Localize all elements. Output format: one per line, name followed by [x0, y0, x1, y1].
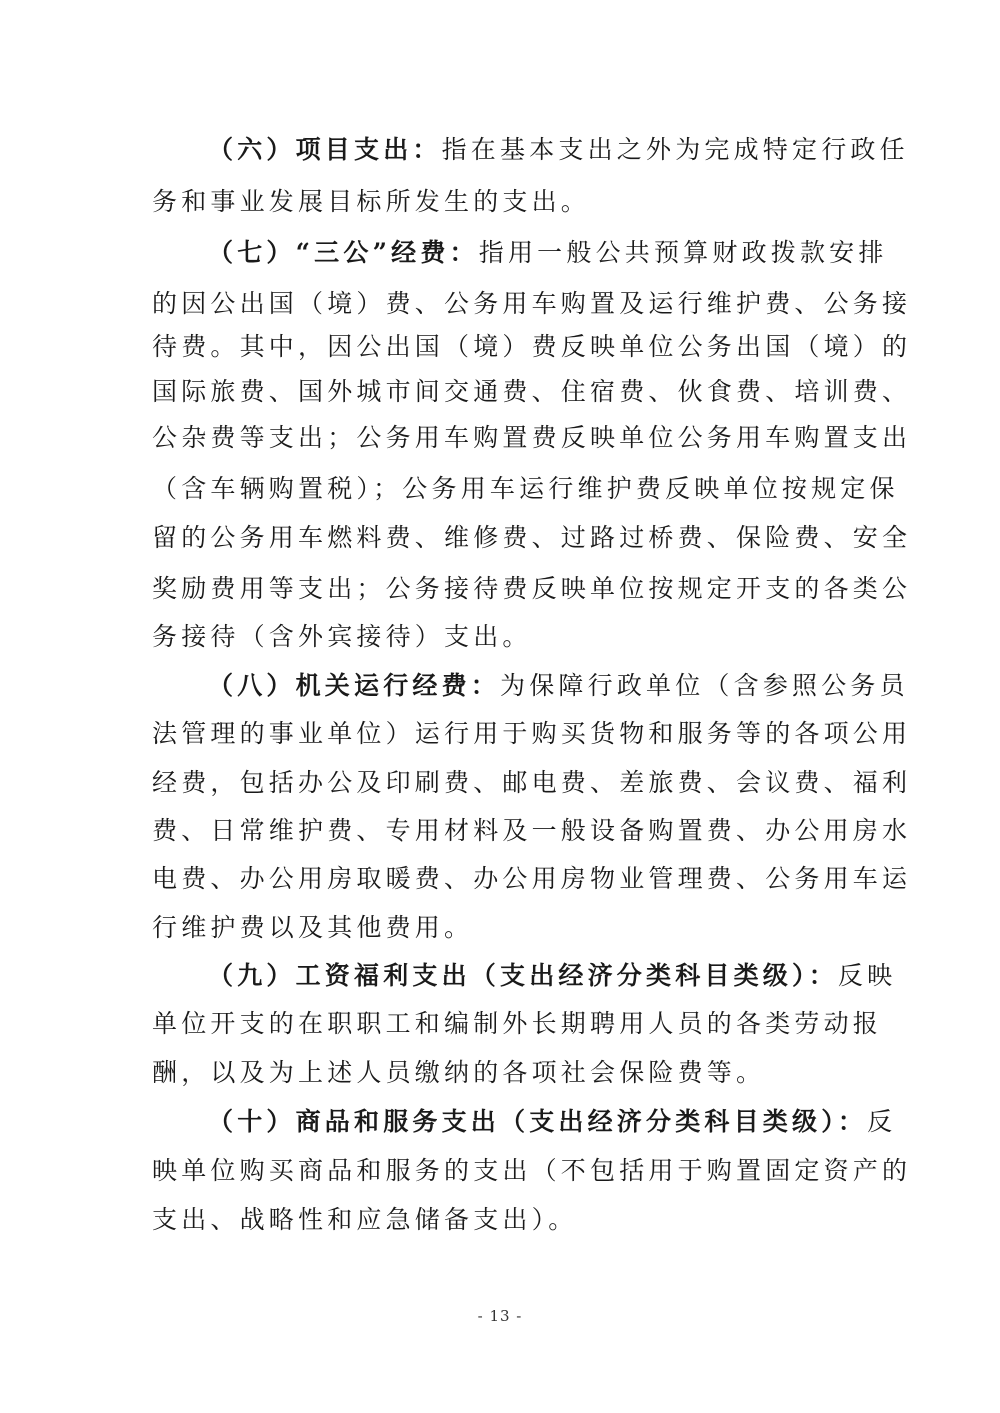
- paragraph-text: 反: [867, 1107, 897, 1136]
- paragraph-line: 务接待（含外宾接待）支出。: [152, 622, 532, 651]
- paragraph-line: 的因公出国（境）费、公务用车购置及运行维护费、公务接: [152, 289, 912, 318]
- paragraph-line: 待费。其中，因公出国（境）费反映单位公务出国（境）的: [152, 332, 912, 361]
- page-number: - 13 -: [477, 1307, 523, 1325]
- section-heading: （八）机关运行经费：: [208, 671, 501, 700]
- paragraph-line: [208, 1107, 896, 1137]
- paragraph-line: 酬，以及为上述人员缴纳的各项社会保险费等。: [152, 1058, 766, 1087]
- section-heading: （九）工资福利支出（支出经济分类科目类级）：: [208, 961, 838, 990]
- paragraph-line: 电费、办公用房取暖费、办公用房物业管理费、公务用车运: [152, 864, 912, 893]
- paragraph-line: [208, 961, 896, 991]
- paragraph-text: 为保障行政单位（含参照公务员: [500, 671, 909, 700]
- section-heading: （七）“三公”经费：: [208, 238, 479, 267]
- paragraph-line: 法管理的事业单位）运行用于购买货物和服务等的各项公用: [152, 719, 912, 748]
- paragraph-line: 映单位购买商品和服务的支出（不包括用于购置固定资产的: [152, 1156, 912, 1185]
- paragraph-line: 经费，包括办公及印刷费、邮电费、差旅费、会议费、福利: [152, 768, 912, 797]
- paragraph-line: 务和事业发展目标所发生的支出。: [152, 187, 591, 216]
- paragraph-text: 反映: [837, 961, 897, 990]
- paragraph-text: 指在基本支出之外为完成特定行政任: [441, 135, 909, 164]
- paragraph-text: 指用一般公共预算财政拨款安排: [478, 238, 888, 267]
- paragraph-line: 支出、战略性和应急储备支出）。: [152, 1205, 578, 1234]
- paragraph-line: 费、日常维护费、专用材料及一般设备购置费、办公用房水: [152, 816, 912, 845]
- paragraph-line: [208, 135, 909, 165]
- paragraph-line: [208, 671, 909, 701]
- paragraph-line: 单位开支的在职职工和编制外长期聘用人员的各类劳动报: [152, 1009, 883, 1038]
- paragraph-line: 公杂费等支出；公务用车购置费反映单位公务用车购置支出: [152, 423, 912, 452]
- paragraph-line: 奖励费用等支出；公务接待费反映单位按规定开支的各类公: [152, 574, 912, 603]
- section-heading: （六）项目支出：: [208, 135, 442, 164]
- paragraph-line: 留的公务用车燃料费、维修费、过路过桥费、保险费、安全: [152, 523, 912, 552]
- paragraph-line: 行维护费以及其他费用。: [152, 913, 474, 942]
- paragraph-line: 国际旅费、国外城市间交通费、住宿费、伙食费、培训费、: [152, 377, 912, 406]
- paragraph-line: （含车辆购置税）；公务用车运行维护费反映单位按规定保: [152, 474, 899, 503]
- section-heading: （十）商品和服务支出（支出经济分类科目类级）：: [208, 1107, 868, 1136]
- paragraph-line: [208, 238, 888, 268]
